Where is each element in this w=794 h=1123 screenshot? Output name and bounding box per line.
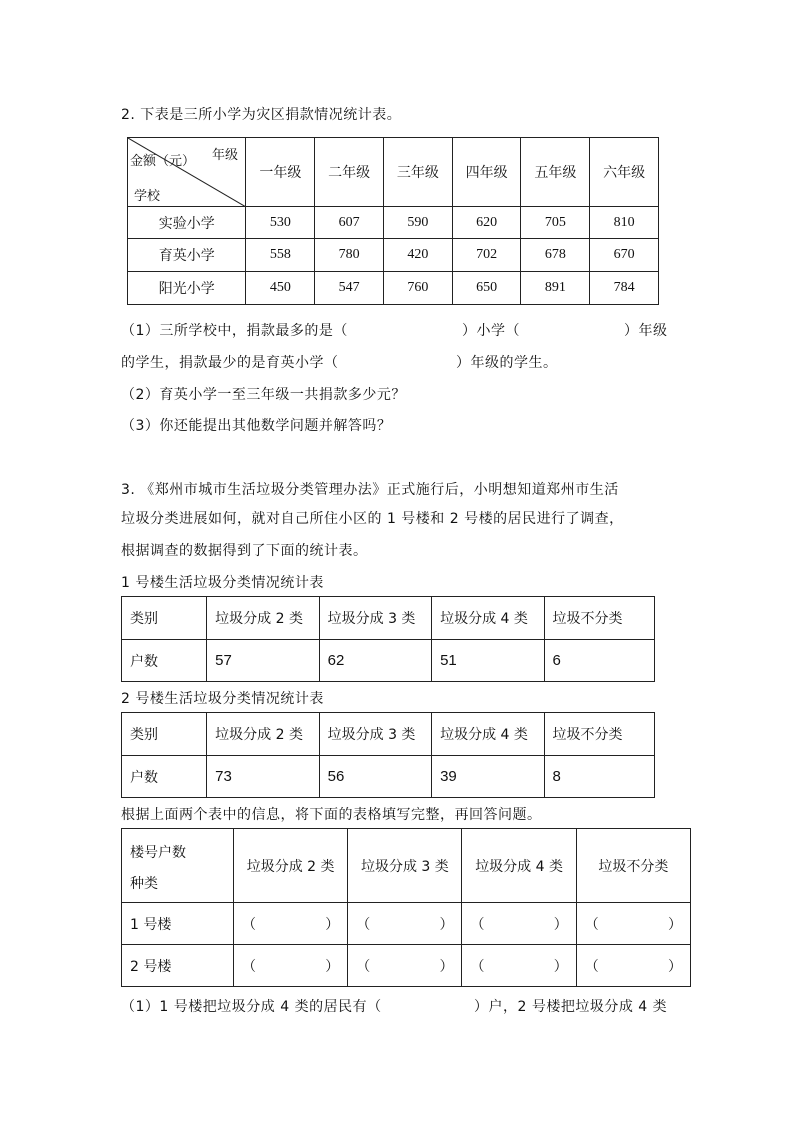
category-header: 垃圾分成 3 类: [319, 597, 431, 640]
label-count: 户数: [122, 640, 207, 682]
household-count: 62: [319, 640, 431, 682]
answer-blank[interactable]: （ ）: [576, 903, 690, 945]
donation-value: 530: [246, 207, 315, 239]
building-label: 1 号楼: [122, 903, 234, 945]
corner-bottom-label: 种类: [130, 876, 158, 892]
q2-sub1-part-d: 的学生，捐款最少的是育英小学（: [121, 355, 339, 371]
grade-header: 四年级: [452, 138, 521, 207]
table-row: [122, 713, 655, 756]
table2-title: 2 号楼生活垃圾分类情况统计表: [121, 691, 324, 707]
donation-value: 810: [590, 207, 659, 239]
q3-sub1-part-a: （1）1 号楼把垃圾分成 4 类的居民有（: [121, 999, 382, 1015]
category-header: 垃圾分成 3 类: [348, 829, 462, 903]
household-count: 51: [432, 640, 544, 682]
corner-top-label: 楼号户数: [130, 845, 186, 861]
q2-sub2: （2）育英小学一至三年级一共捐款多少元？: [121, 387, 406, 403]
household-count: 6: [544, 640, 654, 682]
table-row: [128, 272, 659, 305]
building1-table: [121, 596, 655, 682]
donation-value: 620: [452, 207, 521, 239]
answer-blank[interactable]: （ ）: [234, 903, 348, 945]
donation-value: 650: [452, 272, 521, 305]
answer-blank[interactable]: （ ）: [576, 945, 690, 987]
diagonal-header-cell: [128, 138, 246, 207]
table-row: [122, 756, 655, 798]
answer-blank[interactable]: （ ）: [348, 945, 462, 987]
grade-header: 三年级: [383, 138, 452, 207]
fill-in-table: [121, 828, 691, 987]
q3-intro-line-1: 3. 《郑州市城市生活垃圾分类管理办法》正式施行后，小明想知道郑州市生活: [121, 482, 619, 498]
donation-value: 547: [315, 272, 384, 305]
category-header: 垃圾不分类: [544, 597, 654, 640]
donation-value: 420: [383, 239, 452, 272]
grade-header: 二年级: [315, 138, 384, 207]
table1-title: 1 号楼生活垃圾分类情况统计表: [121, 575, 324, 591]
answer-blank[interactable]: （ ）: [348, 903, 462, 945]
category-header: 垃圾分成 2 类: [207, 713, 319, 756]
table-row: [122, 903, 691, 945]
donation-value: 558: [246, 239, 315, 272]
category-header: 垃圾分成 2 类: [207, 597, 319, 640]
grade-header: 六年级: [590, 138, 659, 207]
table-row: [122, 829, 691, 903]
category-header: 垃圾不分类: [576, 829, 690, 903]
table-row: [122, 945, 691, 987]
grade-header: 一年级: [246, 138, 315, 207]
q3-intro-line-3: 根据调查的数据得到了下面的统计表。: [121, 543, 368, 559]
label-count: 户数: [122, 756, 207, 798]
q2-sub3: （3）你还能提出其他数学问题并解答吗？: [121, 418, 392, 434]
donation-value: 780: [315, 239, 384, 272]
school-name: 实验小学: [128, 207, 246, 239]
answer-blank[interactable]: （ ）: [462, 945, 576, 987]
donation-value: 678: [521, 239, 590, 272]
q2-sub1-part-a: （1）三所学校中，捐款最多的是（: [121, 323, 348, 339]
q3-sub1-part-b: ）户，2 号楼把垃圾分成 4 类: [474, 999, 668, 1015]
category-header: 垃圾分成 2 类: [234, 829, 348, 903]
household-count: 39: [432, 756, 544, 798]
grade-header: 五年级: [521, 138, 590, 207]
donation-value: 891: [521, 272, 590, 305]
school-name: 阳光小学: [128, 272, 246, 305]
donation-value: 702: [452, 239, 521, 272]
household-count: 56: [319, 756, 431, 798]
donation-value: 784: [590, 272, 659, 305]
household-count: 57: [207, 640, 319, 682]
category-header: 垃圾分成 3 类: [319, 713, 431, 756]
donation-value: 760: [383, 272, 452, 305]
school-name: 育英小学: [128, 239, 246, 272]
donation-value: 450: [246, 272, 315, 305]
answer-blank[interactable]: （ ）: [462, 903, 576, 945]
header-grade: 年级: [212, 148, 239, 163]
donation-value: 590: [383, 207, 452, 239]
q2-heading: 2. 下表是三所小学为灾区捐款情况统计表。: [121, 107, 402, 123]
category-header: 垃圾分成 4 类: [462, 829, 576, 903]
household-count: 73: [207, 756, 319, 798]
category-header: 垃圾分成 4 类: [432, 713, 544, 756]
q2-sub1-part-b: ）小学（: [462, 323, 520, 339]
donation-value: 670: [590, 239, 659, 272]
table-row: [122, 640, 655, 682]
q3-instruction: 根据上面两个表中的信息，将下面的表格填写完整，再回答问题。: [121, 807, 542, 823]
table-row: [128, 239, 659, 272]
household-count: 8: [544, 756, 654, 798]
table-row: [122, 597, 655, 640]
answer-blank[interactable]: （ ）: [234, 945, 348, 987]
header-amount: 金额（元）: [130, 154, 196, 169]
donation-table: [127, 137, 659, 305]
donation-value: 607: [315, 207, 384, 239]
label-category: 类别: [122, 713, 207, 756]
q2-sub1-part-e: ）年级的学生。: [456, 355, 558, 371]
category-header: 垃圾分成 4 类: [432, 597, 544, 640]
building2-table: [121, 712, 655, 798]
q2-sub1-part-c: ）年级: [624, 323, 668, 339]
label-category: 类别: [122, 597, 207, 640]
table-row: [128, 207, 659, 239]
building-label: 2 号楼: [122, 945, 234, 987]
header-school: 学校: [134, 189, 161, 204]
donation-value: 705: [521, 207, 590, 239]
corner-header-cell: [122, 829, 234, 903]
q3-intro-line-2: 垃圾分类进展如何，就对自己所住小区的 1 号楼和 2 号楼的居民进行了调查，: [121, 511, 624, 527]
category-header: 垃圾不分类: [544, 713, 654, 756]
